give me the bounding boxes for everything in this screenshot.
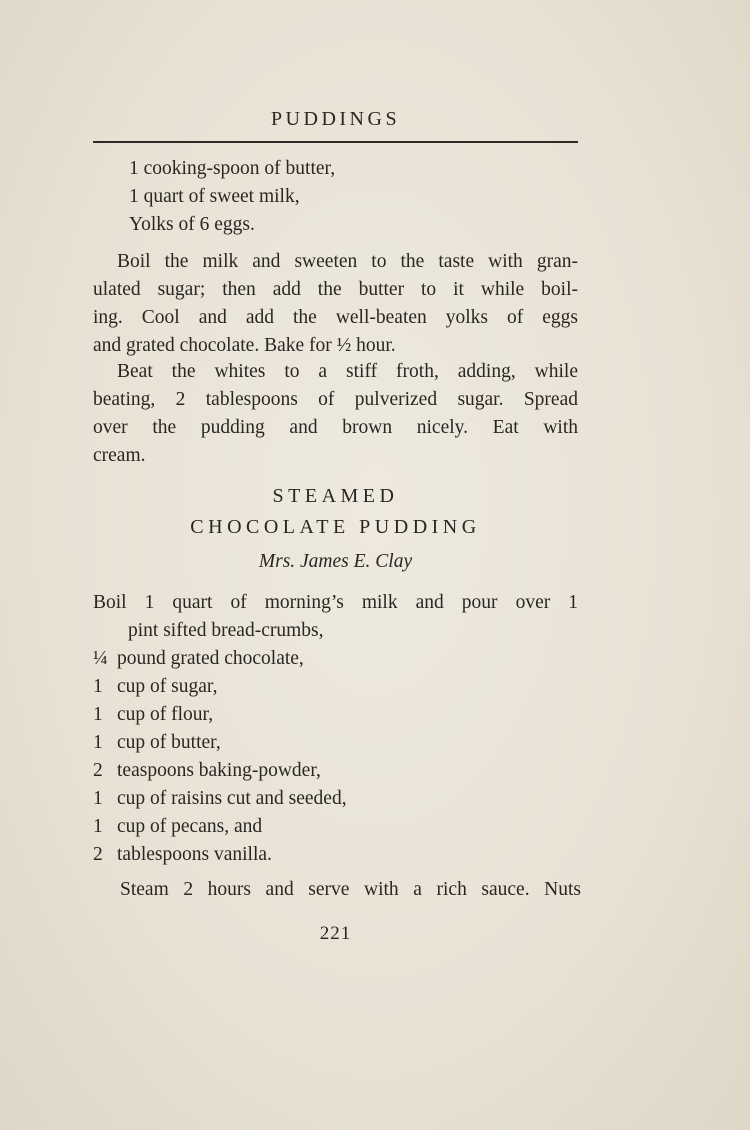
ingredient-line: Yolks of 6 eggs. — [129, 214, 255, 235]
ingredient-qty: 1 — [93, 732, 103, 753]
ingredient-qty: 2 — [93, 760, 103, 781]
ingredient-text: cup of flour, — [117, 704, 214, 725]
ingredient-item — [93, 701, 213, 729]
recipe-intro-line: pint sifted bread-crumbs, — [128, 620, 324, 641]
paragraph-line: over the pudding and brown nicely. Eat with — [93, 417, 578, 438]
ingredient-line: 1 quart of sweet milk, — [129, 186, 300, 207]
ingredient-item — [93, 757, 321, 785]
ingredient-item — [93, 785, 347, 813]
ingredient-item — [93, 645, 304, 673]
ingredient-text: cup of raisins cut and seeded, — [117, 788, 347, 809]
ingredient-qty: 1 — [93, 676, 103, 697]
ingredient-item — [93, 673, 217, 701]
running-head: PUDDINGS — [270, 108, 401, 130]
ingredient-qty: ¼ — [93, 648, 108, 669]
ingredient-text: pound grated chocolate, — [117, 648, 304, 669]
recipe-intro-line: Boil 1 quart of morning’s milk and pour over 1 — [93, 592, 578, 613]
ingredient-item — [93, 813, 262, 841]
paragraph-line: Boil the milk and sweeten to the taste with gran- — [117, 251, 578, 272]
paragraph-line: Beat the whites to a stiff froth, adding, while — [117, 361, 578, 382]
ingredient-text: tablespoons vanilla. — [117, 844, 272, 865]
ingredient-line: 1 cooking-spoon of butter, — [129, 158, 336, 179]
ingredient-text: cup of butter, — [117, 732, 221, 753]
ingredient-item — [93, 729, 221, 757]
ingredient-qty: 1 — [93, 788, 103, 809]
header-rule — [93, 141, 578, 143]
paragraph-line: cream. — [93, 445, 146, 466]
paragraph-line: beating, 2 tablespoons of pulverized sugar. Spread — [93, 389, 578, 410]
page-number: 221 — [319, 923, 352, 944]
closing-line: Steam 2 hours and serve with a rich sauce. Nuts — [120, 879, 581, 900]
ingredient-qty: 2 — [93, 844, 103, 865]
ingredient-qty: 1 — [93, 704, 103, 725]
ingredient-text: cup of pecans, and — [117, 816, 263, 837]
paragraph-line: ing. Cool and add the well-beaten yolks of eggs — [93, 307, 578, 328]
ingredient-item — [93, 841, 272, 869]
recipe-byline: Mrs. James E. Clay — [258, 551, 413, 572]
recipe-title-line1: STEAMED — [272, 485, 399, 507]
recipe-title-line2: CHOCOLATE PUDDING — [190, 516, 481, 538]
ingredient-qty: 1 — [93, 816, 103, 837]
paragraph-line: and grated chocolate. Bake for ½ hour. — [93, 335, 396, 356]
ingredient-text: teaspoons baking-powder, — [117, 760, 321, 781]
ingredient-text: cup of sugar, — [117, 676, 218, 697]
paragraph-line: ulated sugar; then add the butter to it while boil- — [93, 279, 578, 300]
